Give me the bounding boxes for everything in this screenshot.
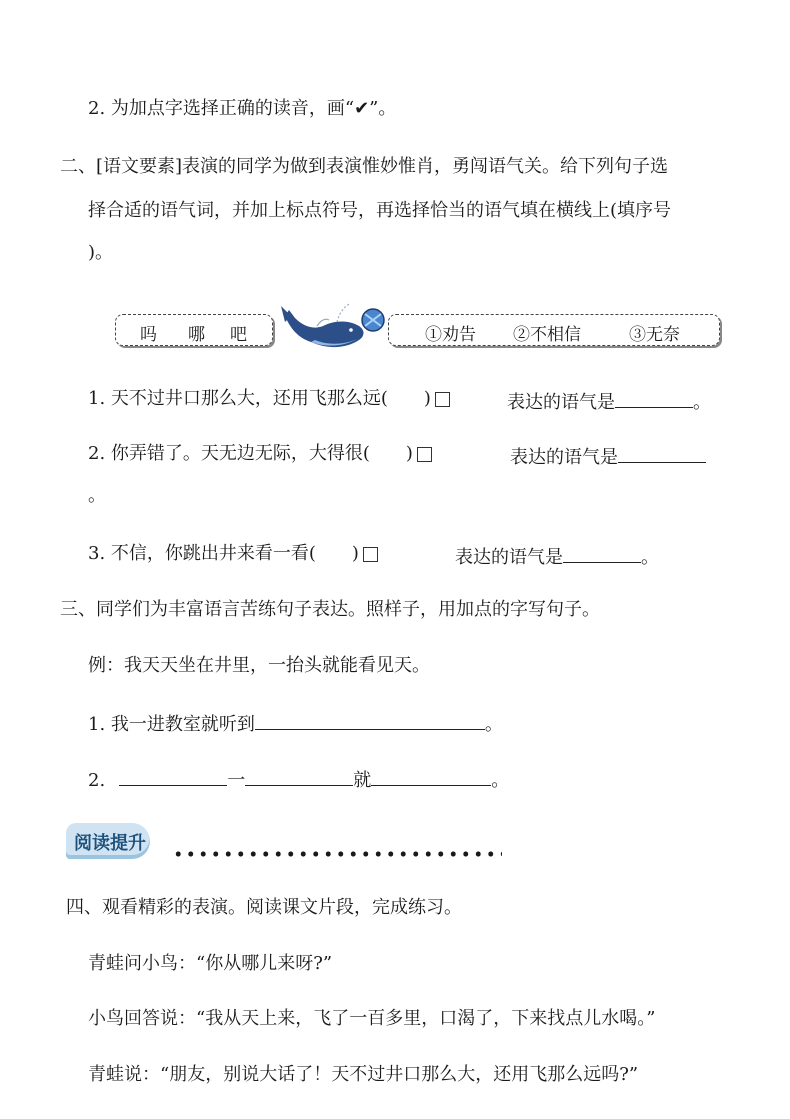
option-helpless: ③无奈 <box>629 325 680 345</box>
section-3-heading: 三、同学们为丰富语言苦练句子表达。照样子，用加点的字写句子。 <box>60 599 600 620</box>
sentence-blank-2a[interactable] <box>119 765 227 786</box>
answer-blank-2[interactable] <box>618 442 706 463</box>
whale-illustration <box>277 296 387 358</box>
passage-line-3: 青蛙说：“朋友，别说大话了！天不过井口那么大，还用飞那么远吗?” <box>88 1064 639 1085</box>
option-disbelief: ②不相信 <box>513 325 581 345</box>
answer-blank-3[interactable] <box>563 542 641 563</box>
answer-box-3[interactable] <box>363 547 378 562</box>
section-2-heading-line-3: )。 <box>88 242 114 263</box>
section-2-heading-line-2: 择合适的语气词，并加上标点符号，再选择恰当的语气填在横线上(填序号 <box>88 200 672 221</box>
section-4-heading: 四、观看精彩的表演。阅读课文片段，完成练习。 <box>66 897 462 918</box>
dotted-divider <box>172 849 502 859</box>
word-ba: 吧 <box>230 325 247 345</box>
section-3-item-2: 2. 一 就 。 <box>88 765 509 793</box>
section-2-item-1: 1. 天不过井口那么大，还用飞那么远( ) <box>88 387 450 411</box>
section-2-item-2-tail: 表达的语气是 <box>510 442 706 470</box>
section-2-item-2-end: 。 <box>88 485 106 506</box>
section-3-example: 例：我天天坐在井里，一抬头就能看见天。 <box>88 655 430 676</box>
answer-box-1[interactable] <box>435 392 450 407</box>
section-2-heading-line-1: 二、[语文要素]表演的同学为做到表演惟妙惟肖，勇闯语气关。给下列句子选 <box>60 156 669 177</box>
sentence-blank-1[interactable] <box>255 709 485 730</box>
passage-line-1: 青蛙问小鸟：“你从哪儿来呀?” <box>88 953 333 974</box>
section-2-item-3-tail: 表达的语气是 。 <box>455 542 659 570</box>
question-2-2: 2. 为加点字选择正确的读音，画“✔”。 <box>88 98 397 119</box>
section-2-item-2: 2. 你弄错了。天无边无际，大得很( ) <box>88 442 432 466</box>
answer-blank-1[interactable] <box>615 387 693 408</box>
sentence-blank-2b[interactable] <box>245 765 353 786</box>
answer-box-2[interactable] <box>417 447 432 462</box>
option-persuade: ①劝告 <box>425 325 476 345</box>
word-na: 哪 <box>188 325 205 345</box>
passage-line-2: 小鸟回答说：“我从天上来，飞了一百多里，口渴了，下来找点儿水喝。” <box>88 1008 656 1029</box>
sentence-blank-2c[interactable] <box>371 765 491 786</box>
section-3-item-1: 1. 我一进教室就听到 。 <box>88 709 503 737</box>
word-ma: 吗 <box>140 325 157 345</box>
reading-section-tag: 阅读提升 <box>66 823 150 859</box>
section-2-item-1-tail: 表达的语气是 。 <box>507 387 711 415</box>
section-2-item-3: 3. 不信，你跳出井来看一看( ) <box>88 542 378 566</box>
